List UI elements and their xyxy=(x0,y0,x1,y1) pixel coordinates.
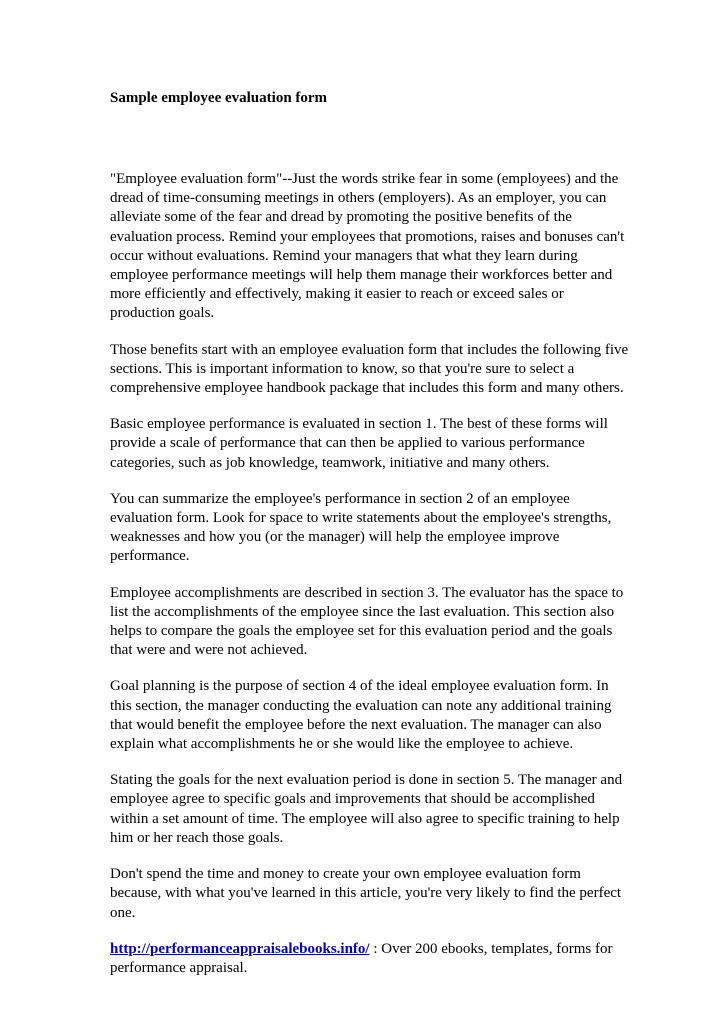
paragraph-4 xyxy=(110,490,630,567)
text-line: Employee accomplishments are described in section 3. The evaluator has the space to xyxy=(110,584,624,601)
paragraph-6 xyxy=(110,677,630,754)
text-line: Those benefits start with an employee evaluation form that includes the following five xyxy=(110,341,629,358)
paragraph-5 xyxy=(110,584,630,661)
text-line: weaknesses and how you (or the manager) will help the employee improve xyxy=(110,529,560,546)
footer-paragraph xyxy=(110,940,630,978)
text-line: "Employee evaluation form"--Just the words strike fear in some (employees) and the xyxy=(110,171,619,187)
text-line: sections. This is important information to know, so that you're sure to select a xyxy=(110,360,575,377)
text-line: You can summarize the employee's performance in section 2 of an employee xyxy=(110,490,570,507)
text-line: that were and were not achieved. xyxy=(110,642,308,659)
text-line: performance. xyxy=(110,548,190,565)
text-line: within a set amount of time. The employee will also agree to specific training to help xyxy=(110,810,620,827)
paragraph-1 xyxy=(110,170,630,324)
text-line: Don't spend the time and money to create your own employee evaluation form xyxy=(110,866,581,883)
text-line: him or her reach those goals. xyxy=(110,829,284,846)
paragraph-2 xyxy=(110,341,630,399)
text-line: that would benefit the employee before the next evaluation. The manager can also xyxy=(110,716,602,733)
paragraph-8 xyxy=(110,865,630,923)
text-line: Goal planning is the purpose of section 4 of the ideal employee evaluation form. In xyxy=(110,678,609,695)
text-line: evaluation process. Remind your employees that promotions, raises and bonuses can't xyxy=(110,228,625,245)
resource-link[interactable]: http://performanceappraisalebooks.info/ xyxy=(110,940,370,957)
document-title: Sample employee evaluation form xyxy=(110,90,328,106)
text-line: alleviate some of the fear and dread by promoting the positive benefits of the xyxy=(110,209,572,226)
text-line: Basic employee performance is evaluated in section 1. The best of these forms will xyxy=(110,416,608,433)
text-line: comprehensive employee handbook package that includes this form and many others. xyxy=(110,380,624,397)
text-line: employee agree to specific goals and improvements that should be accomplished xyxy=(110,791,595,808)
footer-line-1 xyxy=(110,940,630,959)
text-line: categories, such as job knowledge, teamwork, initiative and many others. xyxy=(110,454,550,471)
text-line: helps to compare the goals the employee set for this evaluation period and the goals xyxy=(110,623,613,640)
text-line: this section, the manager conducting the evaluation can note any additional training xyxy=(110,697,612,714)
text-line: explain what accomplishments he or she would like the employee to achieve. xyxy=(110,736,574,753)
text-line: one. xyxy=(110,904,136,921)
text-line: employee performance meetings will help them manage their workforces better and xyxy=(110,267,613,284)
paragraph-7 xyxy=(110,771,630,848)
paragraph-3 xyxy=(110,415,630,473)
footer-line-2: performance appraisal. xyxy=(110,959,248,976)
text-line: Stating the goals for the next evaluation period is done in section 5. The manager and xyxy=(110,772,623,789)
text-line: more efficiently and effectively, making it easier to reach or exceed sales or xyxy=(110,286,564,303)
text-line: because, with what you've learned in this article, you're very likely to find the perfect xyxy=(110,885,622,902)
text-line: list the accomplishments of the employee since the last evaluation. This section also xyxy=(110,603,615,620)
text-line: dread of time-consuming meetings in others (employers). As an employer, you can xyxy=(110,190,607,207)
footer-line-1-text: : Over 200 ebooks, templates, forms for xyxy=(369,940,613,957)
document-body xyxy=(110,170,630,995)
text-line: production goals. xyxy=(110,305,215,322)
text-line: evaluation form. Look for space to write statements about the employee's strengths, xyxy=(110,510,612,527)
text-line: occur without evaluations. Remind your managers that what they learn during xyxy=(110,247,578,264)
text-line: provide a scale of performance that can then be applied to various performance xyxy=(110,435,585,452)
